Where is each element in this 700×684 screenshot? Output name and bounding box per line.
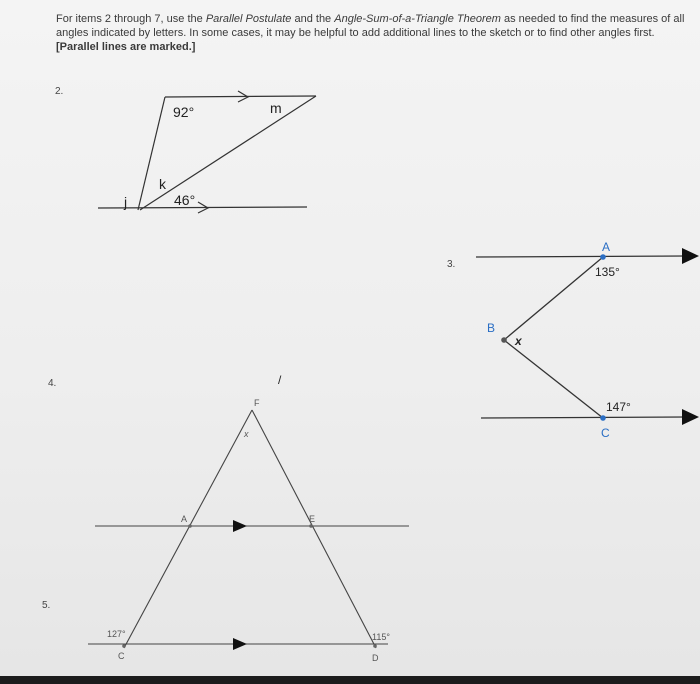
- fig3-label-a: A: [602, 240, 611, 254]
- fig3-point-a: [600, 254, 606, 260]
- fig3-top-arrow: [682, 248, 699, 264]
- fig5-angle-115: 115°: [372, 632, 390, 642]
- fig5-point-e: [309, 524, 313, 528]
- fig5-label-d: D: [372, 653, 379, 663]
- fig5-point-d: [373, 644, 377, 648]
- fig3-angle-135: 135°: [595, 265, 620, 279]
- fig5-angle-x: x: [244, 429, 249, 439]
- fig2-angle-92: 92°: [173, 104, 195, 120]
- fig3-label-b: B: [487, 321, 496, 335]
- fig5-angle-127: 127°: [107, 629, 126, 639]
- fig2-bottom-parallel-line: [98, 207, 307, 208]
- figure-2: [98, 91, 316, 213]
- fig2-angle-k: k: [159, 176, 166, 192]
- fig5-label-f: F: [254, 398, 260, 408]
- item-number-2: 2.: [55, 86, 64, 97]
- fig3-point-c: [600, 415, 606, 421]
- fig3-angle-147: 147°: [606, 400, 631, 414]
- fig5-right-side: [252, 410, 376, 648]
- fig5-label-c: C: [118, 651, 125, 661]
- fig2-diagonal-transversal: [140, 96, 316, 210]
- fig3-label-c: C: [601, 426, 610, 440]
- fig2-angle-46: 46°: [174, 192, 196, 208]
- item-number-5: 5.: [42, 600, 51, 611]
- instructions-text: For items 2 through 7, use the Parallel Postulate and the Angle-Sum-of-a-Triangle Theorem as needed to find the measures of all angles indicated by letters. In some cases, it may be helpful to add additional lines to the sketch or to find other angles first. [Parallel lines are marked.]: [56, 13, 685, 53]
- fig2-top-parallel-line: [165, 96, 316, 97]
- fig5-stray-mark: /: [278, 373, 282, 387]
- fig5-point-a: [188, 524, 192, 528]
- fig3-bottom-arrow: [682, 409, 699, 425]
- item-number-4: 4.: [48, 378, 57, 389]
- fig2-angle-m: m: [270, 100, 282, 116]
- item-number-3: 3.: [447, 259, 456, 270]
- fig3-segment-ab: [504, 257, 603, 340]
- fig2-left-transversal: [138, 97, 165, 210]
- fig5-lower-arrow: [233, 638, 247, 650]
- fig3-segment-bc: [504, 340, 603, 418]
- fig3-top-line: [476, 256, 686, 257]
- fig3-point-b: [501, 337, 507, 343]
- fig5-label-e: E: [309, 514, 316, 524]
- fig5-label-a: A: [181, 514, 188, 524]
- fig5-left-side: [124, 410, 252, 648]
- figure-5: [88, 410, 409, 648]
- fig3-bottom-line: [481, 417, 686, 418]
- figure-3: [476, 256, 686, 418]
- fig3-angle-x: x: [515, 334, 522, 348]
- fig5-point-c: [122, 644, 126, 648]
- fig2-angle-j: j: [124, 194, 128, 210]
- fig5-upper-arrow: [233, 520, 247, 532]
